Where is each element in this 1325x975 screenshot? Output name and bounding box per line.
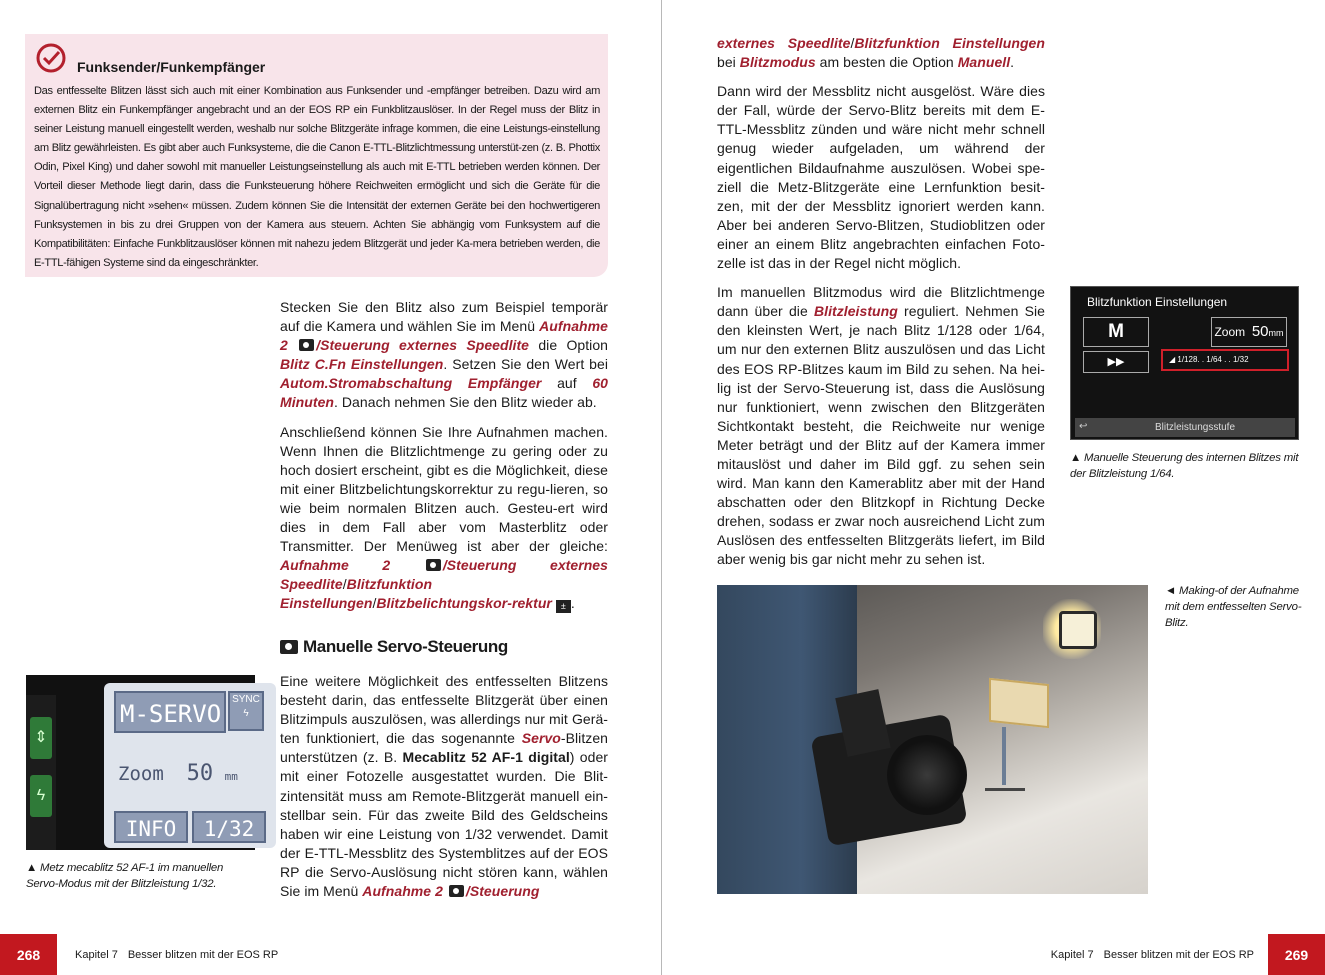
menu-zoom: Zoom 50mm	[1211, 317, 1287, 347]
camera-icon	[449, 885, 464, 897]
making-of-photo	[717, 585, 1148, 894]
chapter-label: Kapitel 7	[75, 948, 118, 961]
caption-camera-menu: ▲ Manuelle Steuerung des internen Blitzes mit der Blitzleistung 1/64.	[1070, 452, 1299, 480]
paragraph-servo: Eine weitere Möglichkeit des entfesselten Blitzens besteht darin, das entfesselte Blitzgerät über einen Blitzimpuls auszulösen, was allerdings nur mit Gerä-ten funktioniert, die das sogenannte Servo-Blitzen unterstützen (z. B. Mecablitz 52 AF-1 digital) oder mit einer Fotozelle ausgestattet wurden. Die Blit-zintensität muss am Remote-Blitzgerät manuell ein-stellbar sein. Für das zweite Bild des Geldscheins haben wir eine Leistung von 1/32 verwendet. Damit der E-TTL-Messblitz des Systemblitzes auf der EOS RP die Servo-Auslösung nicht stören kann, wählen Sie im Menü Aufnahme 2 /Steuerung	[280, 673, 608, 900]
chapter-title: Besser blitzen mit der EOS RP	[1103, 948, 1254, 961]
left-page	[0, 0, 662, 975]
paragraph-steck: Stecken Sie den Blitz also zum Beispiel temporär auf die Kamera und wählen Sie im Menü Aufnahme 2 /Steuerung externes Speedlite die Option Blitz C.Fn Einstellungen. Setzen Sie den Wert bei Autom.Stromabschaltung Empfänger auf 60 Minuten. Danach nehmen Sie den Blitz wieder ab.	[280, 299, 609, 411]
paragraph-manuell: Im manuellen Blitzmodus wird die Blitzlichtmenge dann über die Blitzleistung reguliert. Nehmen Sie den kleinsten Wert, je nach Blitz 1/128 oder 1/64, um nur den externen Blitz auszulösen und das Licht des EOS RP-Blitzes kaum im Bild zu sehen. Na hei-lig ist der Servo-Steuerung ist, dass die Auslösung nur funktioniert, wenn zwischen den Blitzgeräten Sichtkontakt besteht, die Reichweite nur wenige Meter beträgt und der Blitz auf der Kamera immer mitauslöst und daher im Bild ggf. zu sehen sein wird. Man kann den Kamerablitz aber mit der Hand abschatten oder den Blitzkopf in Richtung Decke drehen, sodass er zwar noch ausreichend Licht zum Auslösen des entfesselten Blitzgeräts liefert, im Bild aber wenig bis gar nicht mehr zu sehen ist.	[717, 284, 1046, 568]
left-column-bottom	[280, 672, 608, 911]
caption-flash: ▲ Metz mecablitz 52 AF-1 im manuellen Servo-Modus mit der Blitzleistung 1/32.	[26, 862, 224, 890]
tip-title: Funksender/Funkempfänger	[77, 59, 266, 75]
arrows-icon: ⇕	[30, 717, 52, 759]
page-number: 269	[1268, 934, 1325, 975]
lightning-icon: ϟ	[30, 775, 52, 817]
section-heading: Manuelle Servo-Steuerung	[280, 637, 508, 657]
camera-icon	[299, 339, 314, 351]
tip-body: Das entfesselte Blitzen lässt sich auch mit einer Kombination aus Funksender und -empfänger betreiben. Dazu wird am externen Blitz ein Funkempfänger angebracht und an der EOS RP ein Funkblitzauslöser. In der Regel muss der Blitz in seiner Leistung manuell eingestellt werden, weshalb nur solche Blitzgeräte infrage kommen, die eine Leistungs-einstellung am Blitz gewährleisten. Es gibt aber auch Funksysteme, die die Canon E-TTL-Blitzlichtmessung unterstüt-zen (z. B. Phottix Odin, Pixel King) und daher sowohl mit manueller Leistungseinstellung als auch mit E-TTL betrieben werden können. Der Vorteil dieser Methode liegt darin, dass die Funksteuerung höhere Reichweiten ermöglicht und sich die Geräte für die Signalübertragung nicht »sehen« müssen. Zudem können Sie die Intensität der externen Geräte bei den hochwertigeren Funksystemen in bis zu drei Gruppen von der Kamera aus steuern. Achten Sie abhängig vom Funksystem auf die Kompatibilitäten: Einfache Funkblitzauslöser können mit nahezu jedem Blitzgerät und jeder Ka-mera betrieben werden, die E-TTL-fähigen Systeme sind da eingeschränkter.	[34, 85, 600, 269]
fast-forward-icon: ▶▶	[1083, 351, 1149, 373]
servo-flash-unit	[1059, 611, 1097, 649]
right-page	[663, 0, 1325, 975]
lcd-mode: M-SERVO	[114, 691, 226, 733]
paragraph-anschliessend: Anschließend können Sie Ihre Aufnahmen machen. Wenn Ihnen die Blitzlichtmenge zu gering oder zu hoch dosiert erscheint, gibt es die Möglichkeit, diese mit einer Blitzbelichtungskorrektur zu regu-lieren, so wie beim normalen Blitzen auch. Gesteu-ert wird dies in dem Fall aber vom Masterblitz oder Transmitter. Der Menüweg ist aber der gleiche: Aufnahme 2 /Steuerung externes Speedlite/Blitzfunktion Einstellungen/Blitzbelichtungskor-rektur ± .	[280, 423, 608, 612]
chapter-label: Kapitel 7	[1050, 948, 1094, 961]
lcd-zoom: Zoom 50 mm	[118, 761, 238, 786]
right-column	[717, 34, 1045, 580]
camera-menu-screen	[1070, 286, 1299, 440]
paragraph-speedlite: externes Speedlite/Blitzfunktion Einstellungen bei Blitzmodus am besten die Option Manuell.	[717, 35, 1045, 71]
tip-box	[25, 34, 608, 277]
menu-title: Blitzfunktion Einstellungen	[1087, 295, 1228, 309]
checkmark-circle-icon	[34, 41, 68, 75]
lcd-sync: SYNC ϟ	[228, 691, 264, 731]
banknote	[989, 678, 1049, 728]
menu-level-scale: ◢ 1/128. . 1/64 . . 1/32	[1161, 349, 1289, 371]
footer-left	[0, 934, 662, 975]
flash-lcd-photo	[26, 675, 260, 850]
page-number: 268	[0, 934, 57, 975]
menu-mode: M	[1083, 317, 1149, 347]
menu-bottom-bar: Blitzleistungsstufe	[1075, 418, 1295, 437]
camera-icon	[280, 640, 298, 654]
chapter-title: Besser blitzen mit der EOS RP	[127, 948, 279, 961]
flash-exposure-compensation-icon: ±	[556, 600, 571, 613]
camera-icon	[426, 559, 441, 571]
back-icon: ↩	[1079, 421, 1088, 432]
left-column-top	[280, 298, 608, 624]
caption-making-of: ◄ Making-of der Aufnahme mit dem entfesselten Servo-Blitz.	[1165, 585, 1302, 629]
flash-lcd-screen	[104, 683, 276, 848]
lcd-info: INFO	[114, 811, 188, 843]
paragraph-messblitz: Dann wird der Messblitz nicht ausgelöst. Wäre dies der Fall, würde der Servo-Blitz bereits mit dem E-TTL-Messblitz zünden und wäre nicht mehr schnell genug wieder aufgeladen, um während der eigentlichen Bildaufnahme auszulösen. Wobei spe-ziell die Metz-Blitzgeräte eine Lernfunktion besit-zen, mit der der Messblitz ignoriert werden kann. Aber bei anderen Servo-Blitzen, Studioblitzen oder einer an einem Blitz angebrachten einfachen Foto-zelle ist das in der Regel nicht möglich.	[717, 83, 1045, 272]
footer-right	[663, 934, 1325, 975]
lcd-power: 1/32	[192, 811, 266, 843]
